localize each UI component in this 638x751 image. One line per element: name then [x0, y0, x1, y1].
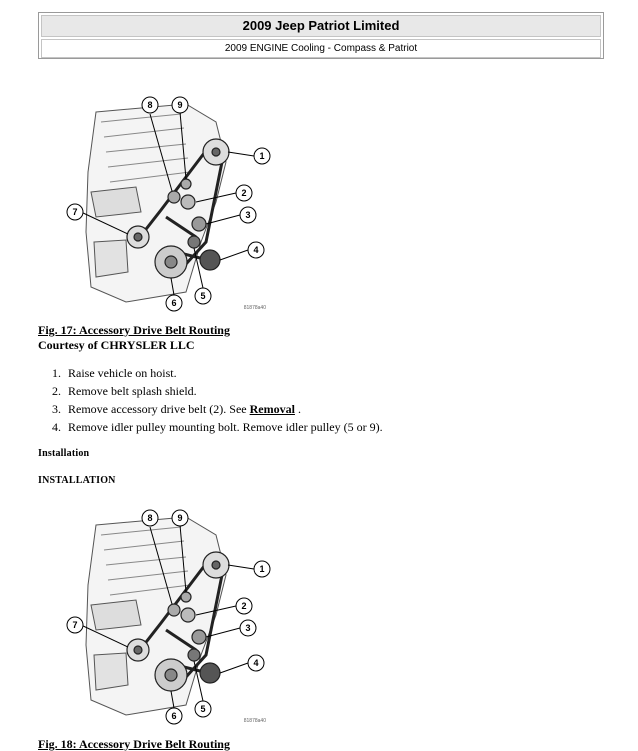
callout-9: 9 [177, 513, 183, 523]
callout-1: 1 [259, 151, 265, 161]
pulley-2 [181, 608, 195, 622]
pulley-3 [192, 217, 206, 231]
installation-label: INSTALLATION [38, 475, 116, 486]
callout-3: 3 [245, 623, 251, 633]
pulley-8 [168, 604, 180, 616]
installation-heading: Installation [38, 448, 90, 459]
pulley-8 [168, 191, 180, 203]
figure-18-belt-routing-diagram [66, 505, 280, 727]
step-text: Remove accessory drive belt (2). See Removal . [68, 402, 301, 416]
figure-id-code: 81878a40 [243, 305, 266, 311]
pulley-2 [181, 195, 195, 209]
figure-17-caption [38, 323, 230, 353]
callout-6: 6 [171, 711, 177, 721]
callout-2: 2 [241, 601, 247, 611]
figure-18-title: Fig. 18: Accessory Drive Belt Routing [38, 737, 230, 751]
figure-18-caption [38, 737, 230, 751]
callout-5: 5 [200, 704, 206, 714]
pulley-9 [181, 592, 191, 602]
list-item [38, 418, 383, 436]
step-number: 2. [52, 384, 61, 398]
callout-7: 7 [72, 620, 78, 630]
list-item [38, 382, 383, 400]
figure-17-belt-routing-diagram [66, 92, 280, 314]
list-item [38, 400, 383, 418]
callout-5: 5 [200, 291, 206, 301]
step-text: Raise vehicle on hoist. [68, 366, 177, 380]
callout-1: 1 [259, 564, 265, 574]
step-number: 3. [52, 402, 61, 416]
callout-7: 7 [72, 207, 78, 217]
removal-steps-list [38, 364, 383, 436]
step-number: 1. [52, 366, 61, 380]
figure-id-code: 81878a40 [243, 718, 266, 724]
figure-17-title: Fig. 17: Accessory Drive Belt Routing [38, 323, 230, 337]
pulley-9 [181, 179, 191, 189]
callout-4: 4 [253, 245, 259, 255]
callout-8: 8 [147, 100, 153, 110]
callout-9: 9 [177, 100, 183, 110]
removal-link[interactable]: Removal [249, 402, 295, 416]
figure-17-credit: Courtesy of CHRYSLER LLC [38, 338, 195, 352]
callout-2: 2 [241, 188, 247, 198]
callout-8: 8 [147, 513, 153, 523]
pulley-4 [200, 663, 220, 683]
document-subtitle: 2009 ENGINE Cooling - Compass & Patriot [41, 39, 601, 58]
pulley-5 [188, 649, 200, 661]
pulley-5 [188, 236, 200, 248]
callout-4: 4 [253, 658, 259, 668]
callout-6: 6 [171, 298, 177, 308]
pulley-3 [192, 630, 206, 644]
callout-3: 3 [245, 210, 251, 220]
step-number: 4. [52, 420, 61, 434]
list-item [38, 364, 383, 382]
document-title: 2009 Jeep Patriot Limited [41, 15, 601, 37]
step-text: Remove idler pulley mounting bolt. Remove idler pulley (5 or 9). [68, 420, 383, 434]
page-header [38, 12, 604, 59]
pulley-4 [200, 250, 220, 270]
step-text: Remove belt splash shield. [68, 384, 197, 398]
